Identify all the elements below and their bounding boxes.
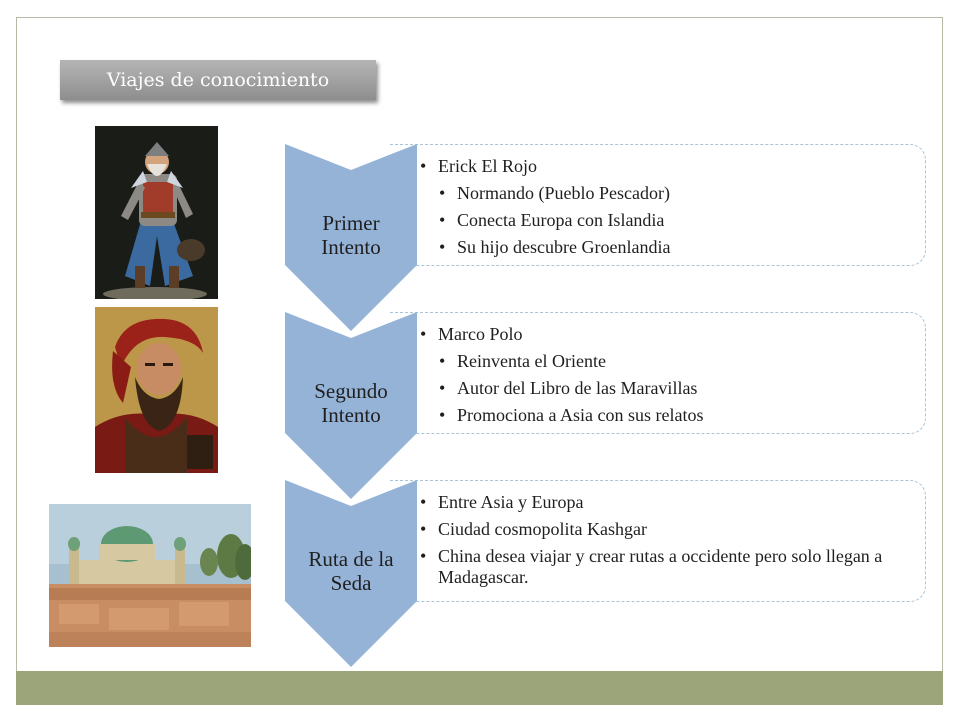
step-1-chevron bbox=[285, 144, 417, 331]
step-3-card bbox=[390, 480, 926, 602]
bullet-item: • Autor del Libro de las Maravillas bbox=[439, 378, 698, 398]
marco-polo-portrait-image bbox=[95, 307, 218, 473]
kashgar-mosque-image bbox=[49, 504, 251, 647]
bullet-item: • Promociona a Asia con sus relatos bbox=[439, 405, 704, 425]
bullet-item: • Marco Polo bbox=[420, 324, 523, 344]
bullet-item: • China desea viajar y crear rutas a occidente pero solo llegan a Madagascar. bbox=[420, 546, 883, 587]
bullet-item: • Entre Asia y Europa bbox=[420, 492, 584, 512]
bullet-item: • Conecta Europa con Islandia bbox=[439, 210, 665, 230]
bullet-item: • Reinventa el Oriente bbox=[439, 351, 606, 371]
step-1-card bbox=[390, 144, 926, 266]
step-2-chevron bbox=[285, 312, 417, 499]
bullet-item: • Normando (Pueblo Pescador) bbox=[439, 183, 670, 203]
step-1-bullet-list bbox=[420, 153, 915, 261]
step-2-card bbox=[390, 312, 926, 434]
bullet-item: • Su hijo descubre Groenlandia bbox=[439, 237, 671, 257]
step-3-label: Ruta de la Seda bbox=[308, 547, 394, 595]
step-1-label: Primer Intento bbox=[321, 211, 381, 259]
footer-band bbox=[16, 671, 943, 705]
viking-figure-image bbox=[95, 126, 218, 299]
step-2-label: Segundo Intento bbox=[314, 379, 388, 427]
step-3-chevron bbox=[285, 480, 417, 667]
bullet-item: • Ciudad cosmopolita Kashgar bbox=[420, 519, 647, 539]
step-2-bullet-list bbox=[420, 321, 915, 429]
step-3-bullet-list bbox=[420, 489, 915, 588]
slide-title: Viajes de conocimiento bbox=[60, 60, 376, 100]
bullet-item: • Erick El Rojo bbox=[420, 156, 537, 176]
